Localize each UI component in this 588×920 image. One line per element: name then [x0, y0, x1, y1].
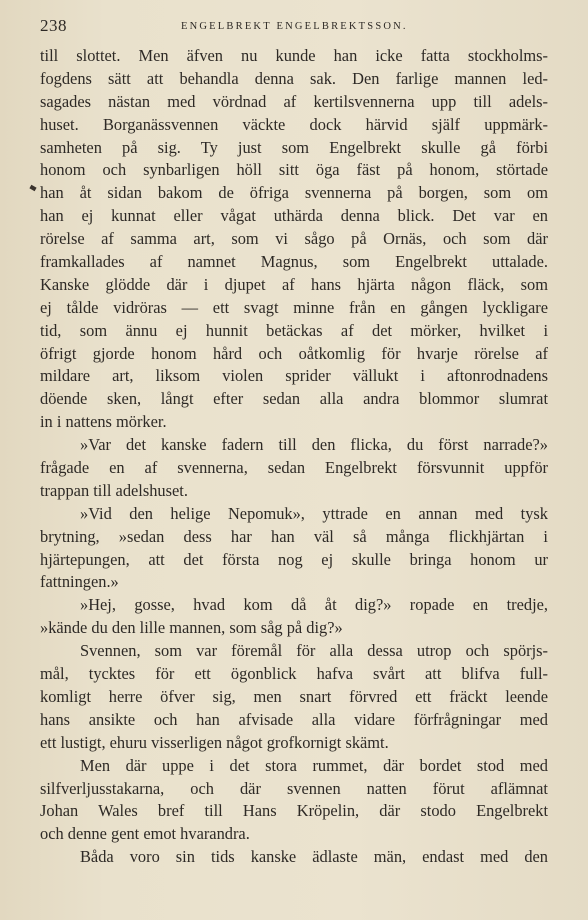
text-line: till slottet. Men äfven nu kunde han icke fatta stockholms-	[40, 46, 548, 65]
text-line: hjärtepungen, att det första nog ej skulle bringa honom ur	[40, 549, 548, 569]
text-line: framkallades af namnet Magnus, som Engelbrekt uttalade.	[40, 252, 548, 272]
body-text	[40, 45, 548, 869]
text-line: fogdens sätt att behandla denna sak. Den farlige mannen led-	[40, 68, 548, 88]
text-line: samheten på sig. Ty just som Engelbrekt skulle gå förbi	[40, 137, 548, 157]
text-line: han ej kunnat eller vågat uthärda denna blick. Det var en	[40, 206, 548, 226]
margin-mark	[29, 185, 36, 191]
text-line: Båda voro sin tids kanske ädlaste män, endast med den	[80, 847, 548, 867]
running-head: ENGELBREKT ENGELBREKTSSON.	[181, 21, 408, 32]
text-line: han åt sidan bakom de öfriga svennerna på borgen, som om	[40, 183, 548, 203]
text-line: sagades nästan med vördnad af kertilsvennerna upp till adels-	[40, 91, 548, 111]
text-line: och denne gent emot hvarandra.	[40, 824, 250, 844]
text-line: döende sken, långt efter sedan alla andra blommor slumrat	[40, 389, 548, 409]
text-line: ett lustigt, ehuru visserligen något grofkornigt skämt.	[40, 732, 389, 752]
page-number: 238	[40, 16, 67, 35]
text-line: Kanske glödde där i djupet af hans hjärta någon fläck, som	[40, 274, 548, 294]
page-header	[40, 16, 550, 40]
text-line: Men där uppe i det stora rummet, där bordet stod med	[80, 755, 548, 775]
text-line: hans ansikte och han afvisade alla vidare förfrågningar med	[40, 709, 548, 729]
text-line: mildare art, liksom violen sprider vällukt i aftonrodnadens	[40, 366, 548, 386]
text-line: Svennen, som var föremål för alla dessa utrop och spörjs-	[80, 641, 548, 661]
text-line: fattningen.»	[40, 572, 119, 592]
text-line: tid, som ännu ej hunnit betäckas af det mörker, hvilket i	[40, 320, 548, 340]
text-line: in i nattens mörker.	[40, 412, 167, 432]
text-line: öfrigt gjorde honom hård och oåtkomlig för hvarje rörelse af	[40, 343, 548, 363]
text-line: ej tålde vidröras — ett svagt minne från en gången lyckligare	[40, 297, 548, 317]
text-line: silfverljusstakarna, och där svennen natten förut aflämnat	[40, 778, 548, 798]
text-line: honom och synbarligen höll sitt öga fäst på honom, störtade	[40, 160, 548, 180]
text-line: mål, tycktes för ett ögonblick hafva svårt att blifva full-	[40, 664, 548, 684]
text-line: Johan Wales bref till Hans Kröpelin, där stodo Engelbrekt	[40, 801, 548, 821]
text-line: brytning, »sedan dess har han väl så många flickhjärtan i	[40, 526, 548, 546]
text-line: frågade en af svennerna, sedan Engelbrekt försvunnit uppför	[40, 458, 548, 478]
text-line: huset. Borganässvennen väckte dock härvid själf uppmärk-	[40, 114, 548, 134]
text-line: »Vid den helige Nepomuk», yttrade en annan med tysk	[80, 503, 548, 523]
text-line: »kände du den lille mannen, som såg på dig?»	[40, 618, 343, 638]
text-line: »Var det kanske fadern till den flicka, du först narrade?»	[80, 435, 548, 455]
text-line: trappan till adelshuset.	[40, 480, 188, 500]
text-line: komligt herre öfver sig, men snart förvred ett fräckt leende	[40, 686, 548, 706]
text-line: rörelse af samma art, som vi sågo på Ornäs, och som där	[40, 229, 548, 249]
text-line: »Hej, gosse, hvad kom då åt dig?» ropade en tredje,	[80, 595, 548, 615]
